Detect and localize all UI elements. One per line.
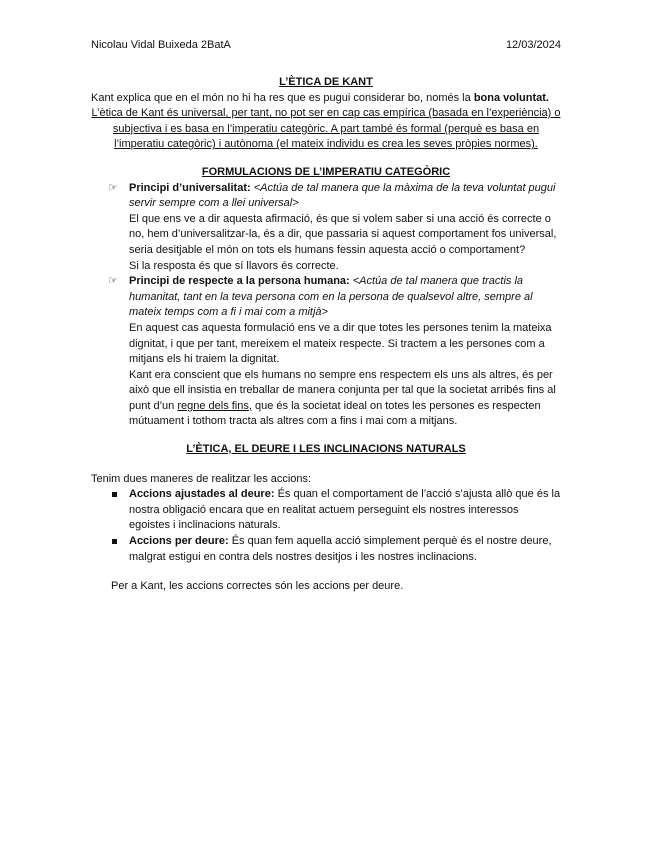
intro-bold: bona voluntat. [473, 91, 549, 104]
item-quote: <Actúa de tal manera que la màxima de la teva voluntat pugui servir sempre com a llei universal> [129, 181, 556, 210]
section1-title: FORMULACIONS DE L’IMPERATIU CATEGÒRIC [201, 165, 451, 178]
item-text: És quan el comportament de l’acció s’ajusta allò que és la nostra obligació encara que en realitat actuem perseguint els nostres interessos egoistes i inclinacions naturals. [129, 488, 561, 532]
square-bullet-icon [112, 539, 117, 544]
item-paragraph: El que ens ve a dir aquesta afirmació, és que si volem saber si una acció és correcte o no, hem d’universalitzar-la, és a dir, que passaria si aquest comportament fos universal, seria desitjable el món on tots els humans fessin aquesta acció o comportament? [129, 212, 557, 256]
square-bullet-icon [112, 492, 117, 497]
item-paragraph: Si la resposta és que sí llavors és correcte. [129, 259, 339, 272]
item-label: Principi de respecte a la persona humana: [129, 275, 353, 288]
list-item [91, 534, 561, 565]
list-item [91, 487, 561, 534]
item-paragraph: En aquest cas aquesta formulació ens ve a dir que totes les persones tenim la mateixa dignitat, i que per tant, mereixem el mateix respecte. Si tractem a les persones com a mitjans els hi traiem la dignitat. [129, 321, 552, 366]
paragraph-text: que és la societat ideal on totes les persones es respecten mútuament i tothom tracta als altres com a fins i mai com a mitjans. [129, 399, 541, 428]
pointing-hand-icon: ☞ [108, 275, 118, 288]
formulations-list [91, 181, 561, 431]
section2-intro: Tenim dues maneres de realitzar les accions: [91, 472, 312, 485]
item-text: És quan fem aquella acció simplement perquè és el nostre deure, malgrat estigui en contra dels nostres desitjos i les nostres inclinacions. [129, 535, 552, 563]
universal-paragraph: L’ètica de Kant és universal, per tant, no pot ser en cap cas empírica (basada en l’experiència) o subjectiva i es basa en l’imperatiu categòric. A part també és formal (perquè es basa en l’imperatiu categòric) i autònoma (el mateix individu es crea les seves pròpies normes). [91, 107, 561, 151]
intro-paragraph [91, 91, 561, 107]
actions-list [91, 487, 561, 565]
section2-title: L’ÈTICA, EL DEURE I LES INCLINACIONS NATURALS [186, 443, 466, 456]
pointing-hand-icon: ☞ [108, 181, 118, 194]
header-date: 12/03/2024 [505, 39, 561, 51]
page-title: L’ÈTICA DE KANT [279, 76, 373, 88]
paragraph-text: Kant era conscient que els humans no sempre ens respectem els uns als altres, és per això que ell insistia en treballar de manera conjunta per tal que la societat arribés fins al punt d’un [129, 368, 556, 412]
intro-text: Kant explica que en el món no hi ha res que es pugui considerar bo, només la [91, 91, 474, 104]
document-body [91, 75, 561, 595]
list-item [91, 274, 561, 430]
item-label: Accions ajustades al deure: [129, 488, 278, 501]
item-label: Principi d’universalitat: [129, 181, 254, 194]
item-label: Accions per deure: [129, 535, 232, 548]
header-author: Nicolau Vidal Buixeda 2BatA [91, 39, 231, 51]
conclusion-paragraph: Per a Kant, les accions correctes són les accions per deure. [111, 580, 404, 593]
list-item [91, 181, 561, 275]
item-quote: <Actúa de tal manera que tractis la humanitat, tant en la teva persona com en la persona de qualsevol altre, sempre al mateix temps com a fi i mai com a mitjà> [129, 275, 533, 319]
item-paragraph [129, 368, 561, 430]
regne-dels-fins-text: regne dels fins, [177, 399, 252, 412]
